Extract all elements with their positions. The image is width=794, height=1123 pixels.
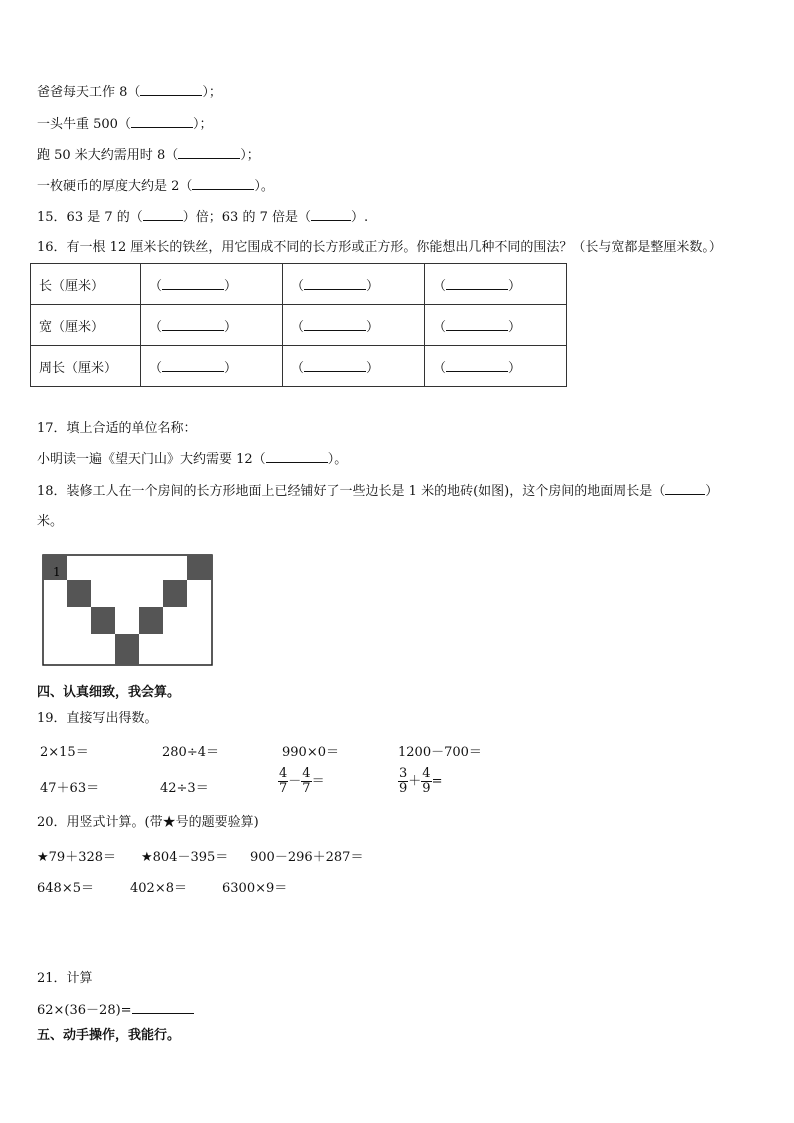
question-15: 15．63 是 7 的（ ）倍；63 的 7 倍是（ ）.	[37, 210, 369, 225]
calc-item: 2×15＝	[40, 745, 89, 760]
table-cell[interactable]: （ ）	[425, 305, 567, 346]
floor-tile	[187, 555, 212, 580]
tile-figure	[42, 553, 214, 667]
q14-line-cow: 一头牛重 500（ ）；	[37, 117, 213, 132]
question-18-unit: 米。	[37, 514, 64, 529]
calc-item: 1200－700＝	[398, 745, 482, 760]
question-21-title: 21．计算	[37, 971, 93, 986]
q14-line-coin: 一枚硬币的厚度大约是 2（ ）。	[37, 179, 274, 194]
row-label-length: 长（厘米）	[31, 264, 141, 305]
calc-item: 280÷4＝	[162, 745, 219, 760]
question-18: 18．装修工人在一个房间的长方形地面上已经铺好了一些边长是 1 米的地砖(如图)，这个房间的地面周长是（ ）	[37, 484, 719, 499]
question-20-title: 20．用竖式计算。(带★号的题要验算)	[37, 815, 259, 830]
question-16: 16．有一根 12 厘米长的铁丝，用它围成不同的长方形或正方形。你能想出几种不同的围法？（长与宽都是整厘米数。）	[37, 240, 722, 255]
q14-line-work: 爸爸每天工作 8（ ）；	[37, 85, 222, 100]
question-17: 小明读一遍《望天门山》大约需要 12（ ）。	[37, 452, 348, 467]
answer-blank[interactable]	[311, 208, 351, 221]
answer-blank[interactable]	[132, 1001, 194, 1014]
question-16-table	[30, 263, 567, 387]
table-cell[interactable]: （ ）	[283, 346, 425, 387]
answer-blank[interactable]	[266, 450, 328, 463]
answer-blank[interactable]	[178, 146, 240, 159]
table-cell[interactable]: （ ）	[283, 264, 425, 305]
fraction-expression: $\frac{3}{9}$ ＋ $\frac{4}{9}$ =	[399, 766, 443, 796]
question-17-title: 17．填上合适的单位名称：	[37, 421, 197, 436]
table-row	[31, 346, 567, 387]
calc-item: 990×0＝	[282, 745, 339, 760]
question-21: 62×(36－28)=	[37, 1001, 194, 1020]
table-cell[interactable]: （ ）	[425, 264, 567, 305]
table-cell[interactable]: （ ）	[283, 305, 425, 346]
answer-blank[interactable]	[665, 482, 705, 495]
table-cell[interactable]: （ ）	[141, 346, 283, 387]
table-row	[31, 305, 567, 346]
section-4-heading: 四、认真细致，我会算。	[37, 685, 181, 700]
tile-label: 1	[53, 565, 61, 579]
section-5-heading: 五、动手操作，我能行。	[37, 1028, 181, 1043]
calc-item: 402×8＝	[130, 881, 187, 896]
calc-item: ★804－395＝	[141, 850, 229, 865]
q14-line-run: 跑 50 米大约需用时 8（ ）；	[37, 148, 260, 163]
floor-tile	[91, 607, 115, 634]
calc-item: 900－296＋287＝	[250, 850, 364, 865]
answer-blank[interactable]	[143, 208, 183, 221]
table-cell[interactable]: （ ）	[425, 346, 567, 387]
table-cell[interactable]: （ ）	[141, 264, 283, 305]
fraction-expression: $\frac{4}{7}$ － $\frac{4}{7}$ ＝	[279, 766, 325, 796]
calc-item: ★79＋328＝	[37, 850, 117, 865]
calc-item: 648×5＝	[37, 881, 94, 896]
answer-blank[interactable]	[192, 177, 254, 190]
calc-item: 42÷3＝	[160, 781, 209, 796]
calc-item: 47＋63＝	[40, 781, 100, 796]
row-label-perimeter: 周长（厘米）	[31, 346, 141, 387]
floor-tile	[115, 634, 139, 665]
question-19-title: 19．直接写出得数。	[37, 711, 158, 726]
table-row	[31, 264, 567, 305]
row-label-width: 宽（厘米）	[31, 305, 141, 346]
answer-blank[interactable]	[131, 115, 193, 128]
table-cell[interactable]: （ ）	[141, 305, 283, 346]
floor-tile	[139, 607, 163, 634]
floor-tile	[163, 580, 187, 607]
calc-item: 6300×9＝	[222, 881, 288, 896]
floor-tile	[67, 580, 91, 607]
answer-blank[interactable]	[140, 83, 202, 96]
